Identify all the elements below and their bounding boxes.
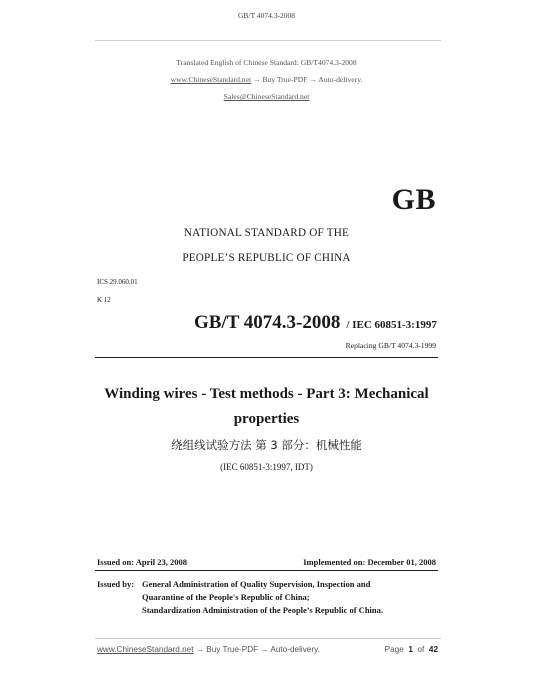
national-standard-line2: PEOPLE’S REPUBLIC OF CHINA xyxy=(182,252,351,264)
gb-mark: GB xyxy=(391,183,436,216)
translation-note: Translated English of Chinese Standard: GB/T4074.3-2008 xyxy=(176,58,357,67)
document-title-line1: Winding wires - Test methods - Part 3: Mechanical xyxy=(104,386,429,402)
footer-divider xyxy=(95,638,441,639)
page-indicator xyxy=(385,645,438,654)
standard-number: GB/T 4074.3-2008 xyxy=(194,312,341,333)
title-divider xyxy=(95,357,438,358)
issued-by-block xyxy=(97,578,383,617)
header-divider xyxy=(95,40,441,41)
k-code: K 12 xyxy=(97,296,111,304)
footer-site-link[interactable]: www.ChineseStandard.net xyxy=(97,645,194,654)
issuer-line1: General Administration of Quality Supervision, Inspection and xyxy=(142,579,371,589)
purchase-text: → Buy True-PDF → Auto-delivery. xyxy=(251,75,363,84)
issuer-line3: Standardization Administration of the People’s Republic of China. xyxy=(142,605,384,615)
footer-purchase-text: → Buy True-PDF → Auto-delivery. xyxy=(193,645,320,654)
document-title-line2: properties xyxy=(233,411,300,427)
issued-by-label: Issued by: xyxy=(97,579,135,589)
page-header: GB/T 4074.3-2008 xyxy=(238,11,295,20)
page-total: 42 xyxy=(428,645,438,654)
email-line xyxy=(0,92,533,101)
replacing-note: Replacing GB/T 4074.3-1999 xyxy=(345,341,436,350)
standard-number-line xyxy=(194,312,437,334)
issued-on: Issued on: April 23, 2008 xyxy=(97,557,187,567)
idt-note: (IEC 60851-3:1997, IDT) xyxy=(220,462,313,472)
page-footer xyxy=(97,645,440,654)
implemented-on: Implemented on: December 01, 2008 xyxy=(303,557,436,567)
page-number: 1 xyxy=(408,645,413,654)
chinese-title: 绕组线试验方法 第 3 部分：机械性能 xyxy=(171,438,362,452)
of-label: of xyxy=(417,645,425,654)
iec-equivalent: / IEC 60851-3:1997 xyxy=(346,319,437,331)
ics-code: ICS 29.060.01 xyxy=(97,278,138,286)
page-label: Page xyxy=(384,645,404,654)
email-link[interactable]: Sales@ChineseStandard.net xyxy=(223,92,310,101)
issuer-line2: Quarantine of the People's Republic of China; xyxy=(142,592,310,602)
issued-divider xyxy=(95,570,438,571)
site-link[interactable]: www.ChineseStandard.net xyxy=(170,75,252,84)
national-standard-line1: NATIONAL STANDARD OF THE xyxy=(183,227,350,239)
purchase-line xyxy=(0,75,533,84)
